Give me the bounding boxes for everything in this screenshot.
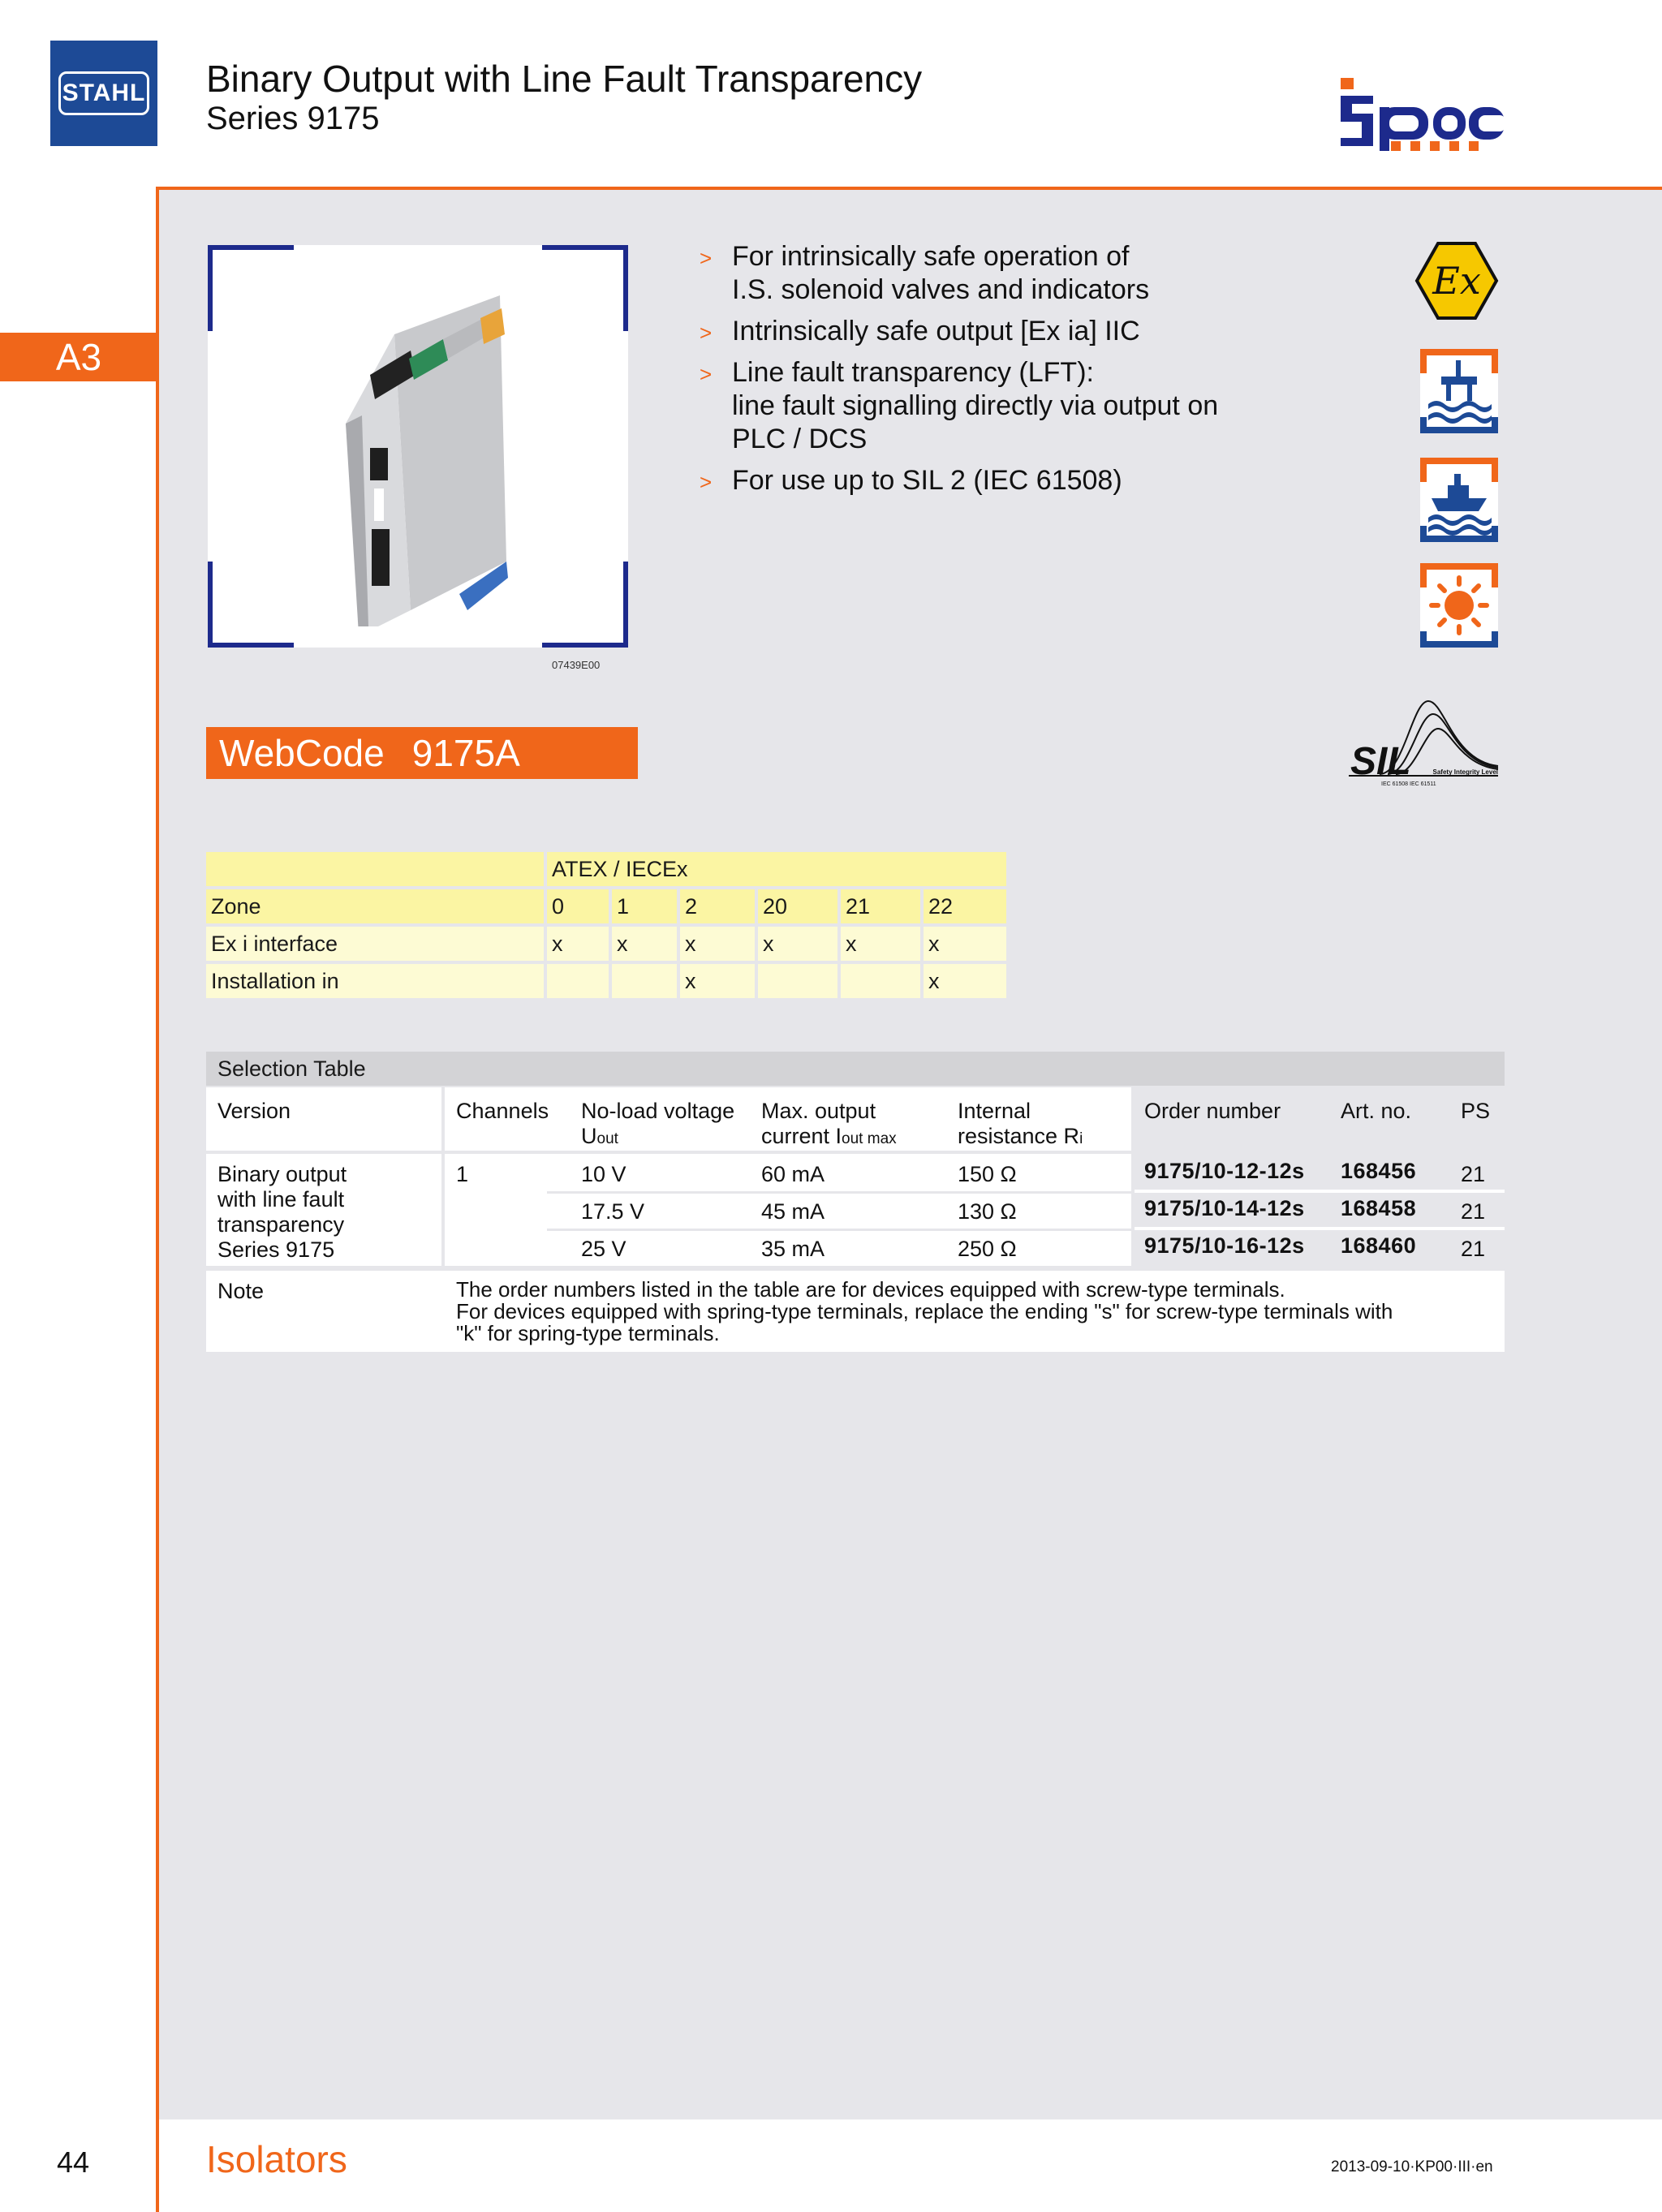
atex-cell: x: [841, 927, 920, 961]
feature-text: For intrinsically safe operation of: [732, 241, 1130, 272]
header-text: resistance R: [958, 1124, 1080, 1148]
atex-corner-cell: [206, 852, 544, 886]
col-header-resistance: [958, 1099, 1083, 1151]
resistance-cell: 130 Ω: [958, 1199, 1017, 1224]
header-subscript: out: [596, 1130, 618, 1147]
feature-text: PLC / DCS: [732, 424, 868, 454]
art-number-cell: 168456: [1341, 1159, 1417, 1183]
feature-text: Line fault transparency (LFT):: [732, 357, 1094, 388]
note-line: "k" for spring-type terminals.: [456, 1321, 720, 1345]
photo-corner-mark: [208, 562, 294, 648]
version-cell: [217, 1162, 347, 1263]
version-text: transparency: [217, 1212, 345, 1237]
atex-cell: 21: [841, 889, 920, 923]
ex-hazard-icon: [1414, 240, 1500, 321]
col-header-art: Art. no.: [1341, 1099, 1412, 1123]
voltage-cell: 25 V: [581, 1237, 626, 1261]
col-header-order: Order number: [1144, 1099, 1281, 1123]
feature-item: [700, 464, 1333, 497]
atex-cell: 2: [680, 889, 755, 923]
feature-item: [700, 315, 1333, 348]
note-line: The order numbers listed in the table are for devices equipped with screw-type terminals.: [456, 1277, 1285, 1302]
page-subtitle: Series 9175: [206, 101, 380, 136]
doc-code: 2013-09-10·KP00·III·en: [1331, 2158, 1493, 2175]
header-text: No-load voltage: [581, 1099, 735, 1123]
voltage-cell: 10 V: [581, 1162, 626, 1186]
isolator-module-image: [313, 286, 524, 626]
column-divider: [441, 1087, 445, 1269]
resistance-cell: 250 Ω: [958, 1237, 1017, 1261]
page-title: Binary Output with Line Fault Transparency: [206, 58, 923, 100]
art-number-cell: 168460: [1341, 1233, 1417, 1258]
atex-cell: x: [680, 964, 755, 998]
ps-cell: 21: [1461, 1199, 1486, 1224]
col-header-current: [761, 1099, 897, 1151]
order-number-cell: 9175/10-16-12s: [1144, 1233, 1305, 1258]
atex-cell: x: [612, 927, 677, 961]
current-cell: 35 mA: [761, 1237, 825, 1261]
atex-cell: [841, 964, 920, 998]
atex-cell: x: [924, 927, 1006, 961]
header-text: U: [581, 1124, 597, 1148]
version-text: Series 9175: [217, 1237, 335, 1262]
sil-logo-text: SIL: [1350, 740, 1411, 783]
atex-cell: x: [924, 964, 1006, 998]
note-text: [456, 1279, 1393, 1345]
atex-cell: 0: [547, 889, 609, 923]
voltage-cell: 17.5 V: [581, 1199, 645, 1224]
col-header-ps: PS: [1461, 1099, 1491, 1123]
header-subscript: out max: [842, 1130, 897, 1147]
stahl-logo-text: STAHL: [58, 71, 149, 115]
feature-text: Intrinsically safe output [Ex ia] IIC: [732, 316, 1140, 346]
header-text: current I: [761, 1124, 842, 1148]
col-header-version: Version: [217, 1099, 291, 1123]
header-text: Max. output: [761, 1099, 876, 1123]
current-cell: 60 mA: [761, 1162, 825, 1186]
col-header-voltage: [581, 1099, 734, 1151]
photo-corner-mark: [208, 245, 294, 331]
bullet-arrow-icon: >: [700, 246, 713, 270]
feature-text: For use up to SIL 2 (IEC 61508): [732, 465, 1122, 496]
atex-header: ATEX / IECEx: [547, 852, 1006, 886]
sil-logo: [1347, 696, 1501, 792]
photo-id: 07439E00: [552, 659, 601, 671]
bullet-arrow-icon: >: [700, 321, 713, 345]
resistance-cell: 150 Ω: [958, 1162, 1017, 1186]
atex-cell: 1: [612, 889, 677, 923]
atex-cell: x: [758, 927, 837, 961]
offshore-platform-icon: [1419, 347, 1500, 435]
row-divider: [1326, 1190, 1505, 1193]
page-number: 44: [57, 2145, 90, 2179]
feature-item: [700, 356, 1333, 456]
product-photo: [208, 245, 628, 648]
feature-text: I.S. solenoid valves and indicators: [732, 274, 1150, 305]
selection-table: [206, 1087, 1505, 1352]
atex-row-label: Ex i interface: [206, 927, 544, 961]
note-label: Note: [217, 1279, 265, 1303]
sil-caption: Safety Integrity Level: [1432, 768, 1498, 776]
bullet-arrow-icon: >: [700, 362, 713, 386]
high-temperature-icon: [1419, 562, 1500, 649]
row-divider: [547, 1229, 1131, 1231]
note-line: For devices equipped with spring-type terminals, replace the ending "s" for screw-type terminals with: [456, 1299, 1393, 1323]
section-tab: A3: [0, 333, 157, 381]
feature-text: line fault signalling directly via output on: [732, 390, 1219, 421]
photo-corner-mark: [542, 245, 628, 331]
header-subscript: i: [1079, 1130, 1083, 1147]
order-number-cell: 9175/10-12-12s: [1144, 1159, 1305, 1183]
header-text: Internal: [958, 1099, 1031, 1123]
atex-row-label: Installation in: [206, 964, 544, 998]
channels-cell: 1: [456, 1162, 469, 1186]
atex-cell: [758, 964, 837, 998]
row-divider: [547, 1191, 1131, 1194]
atex-cell: [612, 964, 677, 998]
stahl-logo: [50, 41, 157, 146]
svg-text:Ex: Ex: [1432, 259, 1481, 303]
atex-cell: x: [680, 927, 755, 961]
atex-cell: [547, 964, 609, 998]
atex-table: [203, 849, 1010, 1001]
current-cell: 45 mA: [761, 1199, 825, 1224]
selection-table-title: Selection Table: [206, 1052, 1505, 1086]
feature-list: [700, 240, 1333, 506]
ps-cell: 21: [1461, 1162, 1486, 1186]
col-header-channels: Channels: [456, 1099, 549, 1123]
webcode-value: 9175A: [411, 732, 520, 774]
order-number-cell: 9175/10-14-12s: [1144, 1196, 1305, 1220]
version-text: Binary output: [217, 1162, 347, 1186]
version-text: with line fault: [217, 1187, 345, 1211]
sil-standards: IEC 61508 IEC 61511: [1381, 781, 1436, 787]
footer-title: Isolators: [206, 2138, 347, 2180]
photo-corner-mark: [542, 562, 628, 648]
atex-cell: 22: [924, 889, 1006, 923]
feature-item: [700, 240, 1333, 307]
webcode-badge: [206, 727, 638, 779]
webcode-label: WebCode: [219, 732, 385, 774]
ps-cell: 21: [1461, 1237, 1486, 1261]
atex-cell: 20: [758, 889, 837, 923]
atex-row-label: Zone: [206, 889, 544, 923]
marine-ship-icon: [1419, 456, 1500, 544]
atex-cell: x: [547, 927, 609, 961]
ispac-logo: [1337, 75, 1508, 151]
art-number-cell: 168458: [1341, 1196, 1417, 1220]
bullet-arrow-icon: >: [700, 470, 713, 494]
row-divider: [1326, 1227, 1505, 1230]
